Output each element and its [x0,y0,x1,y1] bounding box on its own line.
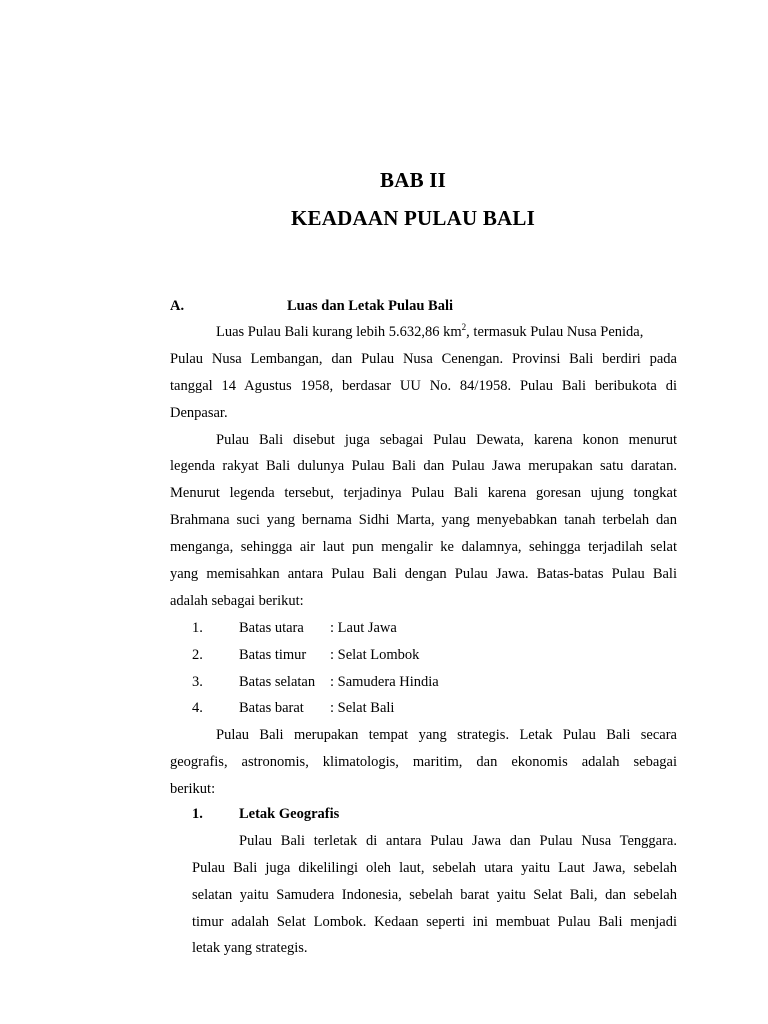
subsection-title: Letak Geografis [239,806,340,822]
para2-line6: yang memisahkan antara Pulau Bali dengan Pulau Jawa. Batas-batas Pulau Bali [170,566,677,582]
subsection-number: 1. [192,806,203,822]
para1-line4: Denpasar. [170,405,228,421]
para2-line1: Pulau Bali disebut juga sebagai Pulau Dewata, karena konon menurut [216,432,677,448]
sub1-line3: selatan yaitu Samudera Indonesia, sebelah barat yaitu Selat Bali, dan sebelah [192,887,677,903]
section-title: Luas dan Letak Pulau Bali [287,298,453,314]
superscript: 2 [461,322,467,332]
para1-line2: Pulau Nusa Lembangan, dan Pulau Nusa Cenengan. Provinsi Bali berdiri pada [170,351,677,367]
para1-line1: Luas Pulau Bali kurang lebih 5.632,86 $km^2$, termasuk Pulau Nusa Penida, [216,322,644,340]
sub1-line2: Pulau Bali juga dikelilingi oleh laut, sebelah utara yaitu Laut Jawa, sebelah [192,860,677,876]
para2-line5: menganga, sehingga air laut pun mengalir ke dalamnya, sehingga terjadilah selat [170,539,677,555]
chapter-number: BAB II [380,168,446,192]
sub1-line5: letak yang strategis. [192,940,308,956]
para3-line2: geografis, astronomis, klimatologis, maritim, dan ekonomis adalah sebagai [170,754,677,770]
para2-line7: adalah sebagai berikut: [170,593,304,609]
para3-line3: berikut: [170,781,216,797]
para2-line4: Brahmana suci yang bernama Sidhi Marta, yang menyebabkan tanah terbelah dan [170,512,677,528]
chapter-title: KEADAAN PULAU BALI [291,206,535,230]
section-letter: A. [170,298,185,314]
document-page: BAB II KEADAAN PULAU BALI A. Luas dan Letak Pulau Bali Luas Pulau Bali kurang lebih 5.632,86 $km^2$, termasuk Pulau Nusa Penida, Pulau Nusa Lembangan, dan Pulau Nusa Cenengan. Provinsi Bali berdiri pada tanggal 14 Agustus 1958, berdasar UU No. 84/1958. Pulau Bali beribukota di Denpasar. Pulau Bali disebut juga sebagai Pulau Dewata, karena konon menurut legenda rakyat Bali dulunya Pulau Bali dan Pulau Jawa merupakan satu daratan. Menurut legenda tersebut, terjadinya Pulau Bali karena goresan ujung tongkat Brahmana suci yang bernama Sidhi Marta, yang menyebabkan tanah terbelah dan menganga, sehingga air laut pun mengalir ke dalamnya, sehingga terjadilah selat yang memisahkan antara Pulau Bali dengan Pulau Jawa. Batas-batas Pulau Bali adalah sebagai berikut: 1. Batas utara : Laut Jawa 2. Batas timur : Selat Lombok 3. Batas selatan : Samudera Hindia 4. Batas barat : Selat Bali Pulau Bali merupakan tempat yang strategis. Letak Pulau Bali secara geografis, astronomis, klimatologis, maritim, dan ekonomis adalah sebagai berikut: 1. Letak Geografis Pulau Bali terletak di antara Pulau Jawa dan Pulau Nusa Tenggara. Pulau Bali juga dikelilingi oleh laut, sebelah utara yaitu Laut Jawa, sebelah selatan yaitu Samudera Indonesia, sebelah barat yaitu Selat Bali, dan sebelah timur adalah Selat Lombok. Kedaan seperti ini membuat Pulau Bali menjadi letak yang strategis. [0,0,768,1024]
para2-line3: Menurut legenda tersebut, terjadinya Pulau Bali karena goresan ujung tongkat [170,485,677,501]
para2-line2: legenda rakyat Bali dulunya Pulau Bali dan Pulau Jawa merupakan satu daratan. [170,458,677,474]
sub1-line1: Pulau Bali terletak di antara Pulau Jawa dan Pulau Nusa Tenggara. [239,833,677,849]
para1-line3: tanggal 14 Agustus 1958, berdasar UU No. 84/1958. Pulau Bali beribukota di [170,378,677,394]
sub1-line4: timur adalah Selat Lombok. Kedaan seperti ini membuat Pulau Bali menjadi [192,914,677,930]
para3-line1: Pulau Bali merupakan tempat yang strategis. Letak Pulau Bali secara [216,727,677,743]
